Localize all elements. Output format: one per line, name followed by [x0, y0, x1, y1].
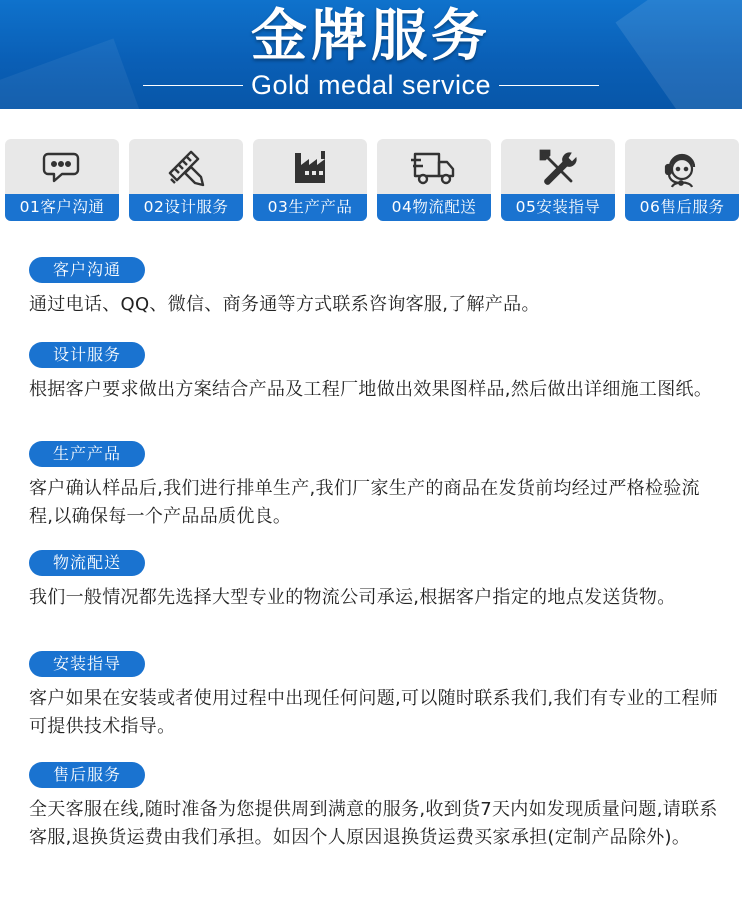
section-installation	[29, 651, 719, 741]
section-text: 全天客服在线,随时准备为您提供周到满意的服务,收到货7天内如发现质量问题,请联系客服,退换货运费由我们承担。如因个人原因退换货运费买家承担(定制产品除外)。	[29, 799, 718, 848]
chat-icon	[5, 145, 119, 191]
service-steps	[5, 139, 740, 221]
banner-subtitle: Gold medal service	[250, 69, 492, 100]
section-design	[29, 342, 719, 404]
step-card-logistics[interactable]	[377, 139, 491, 221]
section-title: 物流配送	[29, 550, 145, 576]
section-text: 我们一般情况都先选择大型专业的物流公司承运,根据客户指定的地点发送货物。	[29, 587, 676, 608]
step-card-communication[interactable]	[5, 139, 119, 221]
step-card-production[interactable]	[253, 139, 367, 221]
step-card-after-sales[interactable]	[625, 139, 739, 221]
step-label: 06售后服务	[625, 194, 739, 221]
section-text: 根据客户要求做出方案结合产品及工程厂地做出效果图样品,然后做出详细施工图纸。	[29, 379, 713, 400]
step-label: 01客户沟通	[5, 194, 119, 221]
factory-icon	[253, 145, 367, 191]
banner-subtitle-row	[0, 70, 742, 100]
section-title: 售后服务	[29, 762, 145, 788]
section-production	[29, 441, 719, 531]
section-communication	[29, 257, 719, 319]
section-text: 通过电话、QQ、微信、商务通等方式联系咨询客服,了解产品。	[29, 294, 540, 315]
step-card-installation[interactable]	[501, 139, 615, 221]
step-label: 02设计服务	[129, 194, 243, 221]
section-title: 生产产品	[29, 441, 145, 467]
subtitle-divider-right	[499, 85, 599, 86]
header-banner	[0, 0, 742, 109]
customer-service-icon	[625, 145, 739, 191]
step-label: 03生产产品	[253, 194, 367, 221]
section-logistics	[29, 550, 719, 612]
subtitle-divider-left	[143, 85, 243, 86]
step-label: 04物流配送	[377, 194, 491, 221]
section-title: 设计服务	[29, 342, 145, 368]
section-after-sales	[29, 762, 719, 852]
section-title: 客户沟通	[29, 257, 145, 283]
section-title: 安装指导	[29, 651, 145, 677]
section-text: 客户如果在安装或者使用过程中出现任何问题,可以随时联系我们,我们有专业的工程师可提供技术指导。	[29, 688, 719, 737]
tools-icon	[501, 145, 615, 191]
section-text: 客户确认样品后,我们进行排单生产,我们厂家生产的商品在发货前均经过严格检验流程,以确保每一个产品品质优良。	[29, 478, 700, 527]
delivery-truck-icon	[377, 145, 491, 191]
design-tools-icon	[129, 145, 243, 191]
step-label: 05安装指导	[501, 194, 615, 221]
banner-title: 金牌服务	[251, 4, 491, 69]
step-card-design[interactable]	[129, 139, 243, 221]
